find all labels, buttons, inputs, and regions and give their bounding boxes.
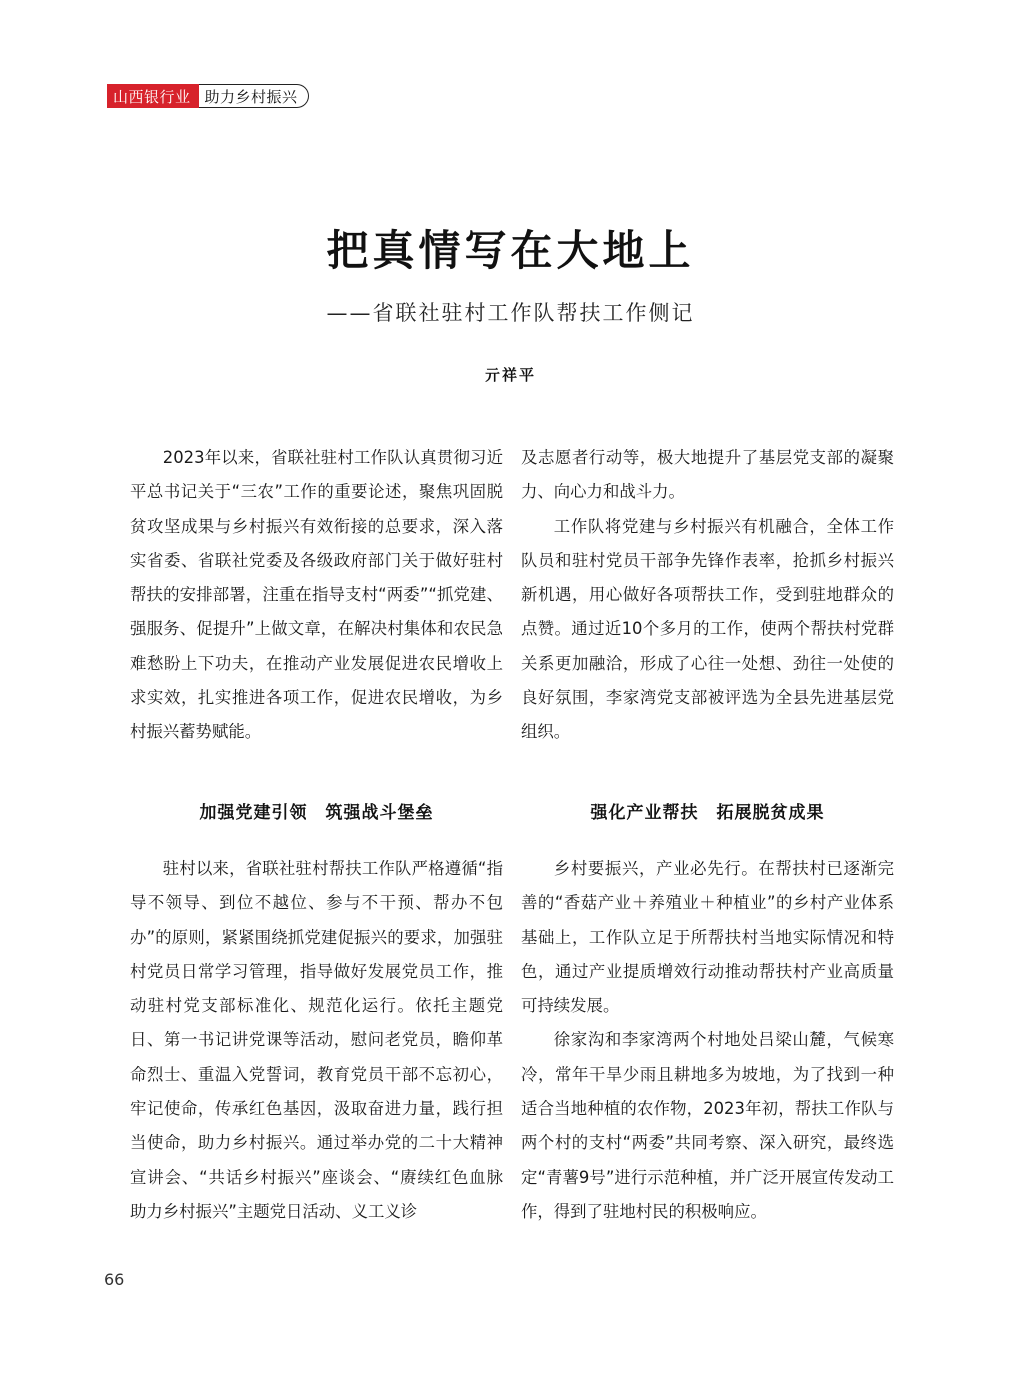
continuation-paragraph: 及志愿者行动等，极大地提升了基层党支部的凝聚力、向心力和战斗力。 xyxy=(521,448,894,502)
article-subtitle: ——省联社驻村工作队帮扶工作侧记 xyxy=(326,301,695,325)
column-tag-category: 山西银行业 xyxy=(107,84,199,108)
right-section-body-wrap xyxy=(521,852,894,1229)
page-number: 66 xyxy=(104,1270,125,1289)
intro-paragraph: 2023年以来，省联社驻村工作队认真贯彻习近平总书记关于“三农”工作的重要论述，聚焦巩固脱贫攻坚成果与乡村振兴有效衔接的总要求，深入落实省委、省联社党委及各级政府部门关于做好驻村帮扶的安排部署，注重在指导支村“两委”“抓党建、强服务、促提升”上做文章，在解决村集体和农民急难愁盼上下功夫，在推动产业发展促进农民增收上求实效，扎实推进各项工作，促进农民增收，为乡村振兴蓄势赋能。 xyxy=(130,448,503,742)
left-column xyxy=(130,441,503,750)
article-author: 亓祥平 xyxy=(484,366,536,384)
column-tag-topic: 助力乡村振兴 xyxy=(199,84,309,108)
article-title: 把真情写在大地上 xyxy=(326,226,695,275)
section-heading-industry: 强化产业帮扶 拓展脱贫成果 xyxy=(590,803,825,823)
industry-paragraph: 乡村要振兴，产业必先行。在帮扶村已逐渐完善的“香菇产业＋养殖业＋种植业”的乡村产业体系基础上，工作队立足于所帮扶村当地实际情况和特色，通过产业提质增效行动推动帮扶村产业高质量可持续发展。 xyxy=(521,859,894,1016)
right-section-heading-wrap xyxy=(521,796,894,830)
left-section-body-wrap xyxy=(130,852,520,1229)
potato-planting-paragraph: 徐家沟和李家湾两个村地处吕梁山麓，气候寒冷，常年干旱少雨且耕地多为坡地，为了找到一种适合当地种植的农作物，2023年初，帮扶工作队与两个村的支村“两委”共同考察、深入研究，最终选定“青薯9号”进行示范种植，并广泛开展宣传发动工作，得到了驻地村民的积极响应。 xyxy=(521,1030,894,1221)
column-tag xyxy=(107,84,309,108)
right-column xyxy=(521,441,894,750)
section-heading-party-building: 加强党建引领 筑强战斗堡垒 xyxy=(199,803,434,823)
party-building-paragraph: 驻村以来，省联社驻村帮扶工作队严格遵循“指导不领导、到位不越位、参与不干预、帮办不包办”的原则，紧紧围绕抓党建促振兴的要求，加强驻村党员日常学习管理，指导做好发展党员工作，推动驻村党支部标准化、规范化运行。依托主题党日、第一书记讲党课等活动，慰问老党员，瞻仰革命烈士、重温入党誓词，教育党员干部不忘初心，牢记使命，传承红色基因，汲取奋进力量，践行担当使命，助力乡村振兴。通过举办党的二十大精神宣讲会、“共话乡村振兴”座谈会、“赓续红色血脉 助力乡村振兴”主题党日活动、义工义诊 xyxy=(130,859,520,1221)
left-section-heading-wrap xyxy=(130,796,503,830)
integration-paragraph: 工作队将党建与乡村振兴有机融合，全体工作队员和驻村党员干部争先锋作表率，抢抓乡村振兴新机遇，用心做好各项帮扶工作，受到驻地群众的点赞。通过近10个多月的工作，使两个帮扶村党群关系更加融洽，形成了心往一处想、劲往一处使的良好氛围，李家湾党支部被评选为全县先进基层党组织。 xyxy=(521,516,894,742)
